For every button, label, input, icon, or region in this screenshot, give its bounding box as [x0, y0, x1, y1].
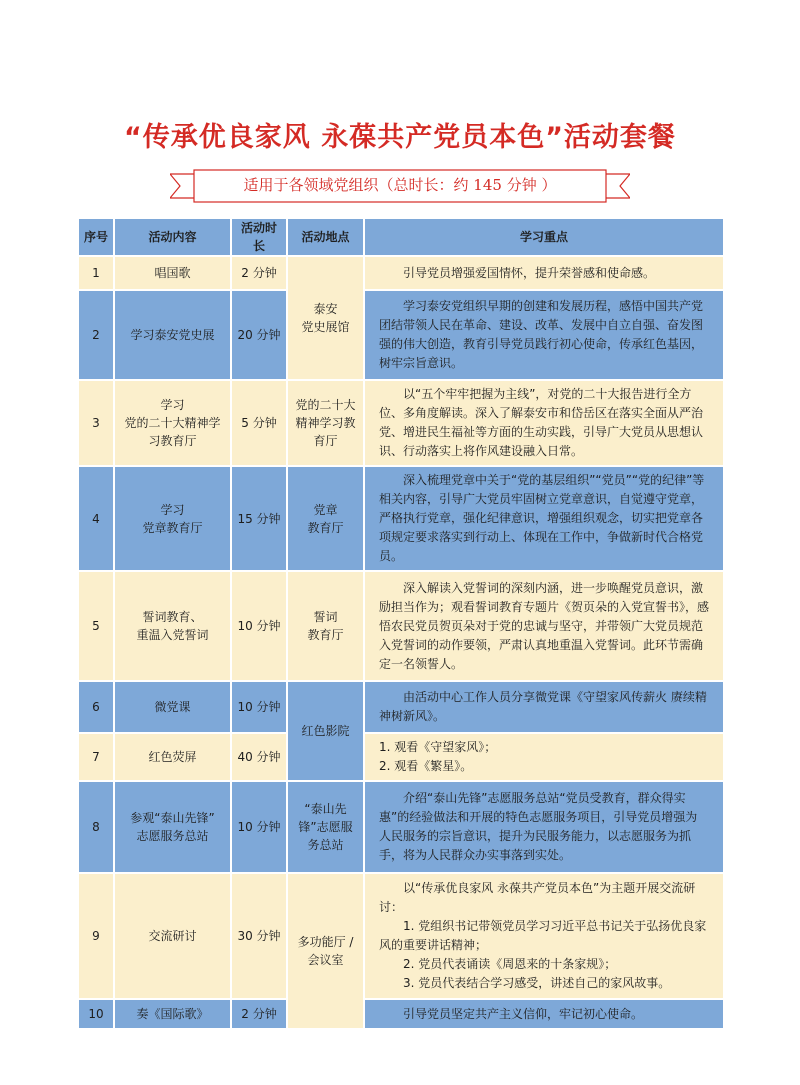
- row-content: 微党课: [114, 681, 231, 733]
- row-content: 誓词教育、 重温入党誓词: [114, 571, 231, 681]
- row-duration: 20 分钟: [231, 290, 287, 380]
- focus-text: 以“五个牢牢把握为主线”，对党的二十大报告进行全方位、多角度解读。深入了解泰安市和岱岳区在落实全面从严治党、增进民生福祉等方面的生动实践，引导广大党员从思想认识、行动落实上将作风建设融入日常。: [379, 387, 704, 458]
- table-header-row: [78, 218, 724, 256]
- header-focus: 学习重点: [364, 218, 724, 256]
- table-row: [78, 290, 724, 380]
- focus-text: 以“传承优良家风 永葆共产党员本色”为主题开展交流研讨：: [379, 881, 696, 914]
- row-no: 3: [78, 380, 114, 466]
- row-location: 党章 教育厅: [287, 466, 364, 571]
- row-no: 2: [78, 290, 114, 380]
- row-location: 泰安 党史展馆: [287, 256, 364, 380]
- page-title: “传承优良家风 永葆共产党员本色”活动套餐: [124, 122, 676, 153]
- row-focus: [364, 290, 724, 380]
- table-row: [78, 256, 724, 290]
- row-no: 7: [78, 733, 114, 781]
- table-row: [78, 571, 724, 681]
- focus-list-item: 3. 党员代表结合学习感受，讲述自己的家风故事。: [403, 976, 671, 990]
- focus-list-item: 1. 党组织书记带领党员学习习近平总书记关于弘扬优良家风的重要讲话精神；: [379, 919, 707, 952]
- row-location: 多功能厅 / 会议室: [287, 873, 364, 1029]
- row-no: 8: [78, 781, 114, 873]
- row-duration: 2 分钟: [231, 999, 287, 1029]
- focus-text: 学习泰安党组织早期的创建和发展历程，感悟中国共产党团结带领人民在革命、建设、改革、发展中自立自强、奋发图强的伟大创造，教育引导党员践行初心使命，传承红色基因，树牢宗旨意识。: [379, 299, 704, 370]
- row-focus: [364, 380, 724, 466]
- focus-list-item: 1. 观看《守望家风》；: [379, 740, 497, 754]
- row-focus: [364, 681, 724, 733]
- table-row: [78, 781, 724, 873]
- focus-list-item: 2. 党员代表诵读《周恩来的十条家规》；: [403, 957, 617, 971]
- focus-list-item: 2. 观看《繁星》。: [379, 759, 473, 773]
- row-no: 1: [78, 256, 114, 290]
- header-location: 活动地点: [287, 218, 364, 256]
- row-content: 参观“泰山先锋” 志愿服务总站: [114, 781, 231, 873]
- table-row: [78, 873, 724, 999]
- row-focus: [364, 781, 724, 873]
- row-duration: 15 分钟: [231, 466, 287, 571]
- row-no: 4: [78, 466, 114, 571]
- table-row: [78, 681, 724, 733]
- table-row: [78, 380, 724, 466]
- table-row: [78, 999, 724, 1029]
- row-duration: 10 分钟: [231, 571, 287, 681]
- row-focus: [364, 999, 724, 1029]
- row-duration: 5 分钟: [231, 380, 287, 466]
- row-content: 奏《国际歌》: [114, 999, 231, 1029]
- row-content: 学习 党的二十大精神学习教育厅: [114, 380, 231, 466]
- row-focus: [364, 571, 724, 681]
- row-duration: 2 分钟: [231, 256, 287, 290]
- focus-text: 引导党员坚定共产主义信仰，牢记初心使命。: [403, 1006, 644, 1021]
- table-row: [78, 466, 724, 571]
- row-focus: [364, 873, 724, 999]
- row-duration: 10 分钟: [231, 681, 287, 733]
- row-content: 学习 党章教育厅: [114, 466, 231, 571]
- row-duration: 40 分钟: [231, 733, 287, 781]
- focus-text: 由活动中心工作人员分享微党课《守望家风传薪火 赓续精神树新风》。: [379, 690, 707, 723]
- row-location: 红色影院: [287, 681, 364, 781]
- row-duration: 30 分钟: [231, 873, 287, 999]
- focus-text: 引导党员增强爱国情怀，提升荣誉感和使命感。: [403, 265, 656, 280]
- row-location: “泰山先 锋”志愿服 务总站: [287, 781, 364, 873]
- table-row: [78, 733, 724, 781]
- row-content: 学习泰安党史展: [114, 290, 231, 380]
- row-focus: [364, 733, 724, 781]
- header-duration: 活动时长: [231, 218, 287, 256]
- row-no: 6: [78, 681, 114, 733]
- row-duration: 10 分钟: [231, 781, 287, 873]
- row-no: 10: [78, 999, 114, 1029]
- focus-text: 介绍“泰山先锋”志愿服务总站“党员受教育，群众得实惠”的经验做法和开展的特色志愿服务项目，引导党员增强为人民服务的宗旨意识，提升为民服务能力，以志愿服务为抓手，将为人民群众办实事落到实处。: [379, 791, 698, 862]
- row-no: 9: [78, 873, 114, 999]
- row-focus: [364, 256, 724, 290]
- subtitle: 适用于各领域党组织（总时长：约 145 分钟 ）: [243, 176, 557, 194]
- focus-text: 深入解读入党誓词的深刻内涵，进一步唤醒党员意识，激励担当作为；观看誓词教育专题片《贺页朵的入党宣誓书》，感悟农民党员贺页朵对于党的忠诚与坚守，并带领广大党员规范入党誓词的动作要领，严肃认真地重温入党誓词。此环节需确定一名领誓人。: [379, 580, 710, 671]
- row-content: 唱国歌: [114, 256, 231, 290]
- row-location: 党的二十大 精神学习教 育厅: [287, 380, 364, 466]
- row-location: 誓词 教育厅: [287, 571, 364, 681]
- row-content: 红色荧屏: [114, 733, 231, 781]
- row-content: 交流研讨: [114, 873, 231, 999]
- header-content: 活动内容: [114, 218, 231, 256]
- header-no: 序号: [78, 218, 114, 256]
- subtitle-ribbon: [170, 168, 630, 204]
- row-focus: [364, 466, 724, 571]
- activity-schedule-table: [77, 217, 725, 1030]
- focus-text: 深入梳理党章中关于“党的基层组织”“党员”“党的纪律”等相关内容，引导广大党员牢固树立党章意识，自觉遵守党章，严格执行党章，强化纪律意识，增强组织观念，切实把党章各项规定要求落实到行动上、体现在工作中，争做新时代合格党员。: [379, 473, 705, 563]
- row-no: 5: [78, 571, 114, 681]
